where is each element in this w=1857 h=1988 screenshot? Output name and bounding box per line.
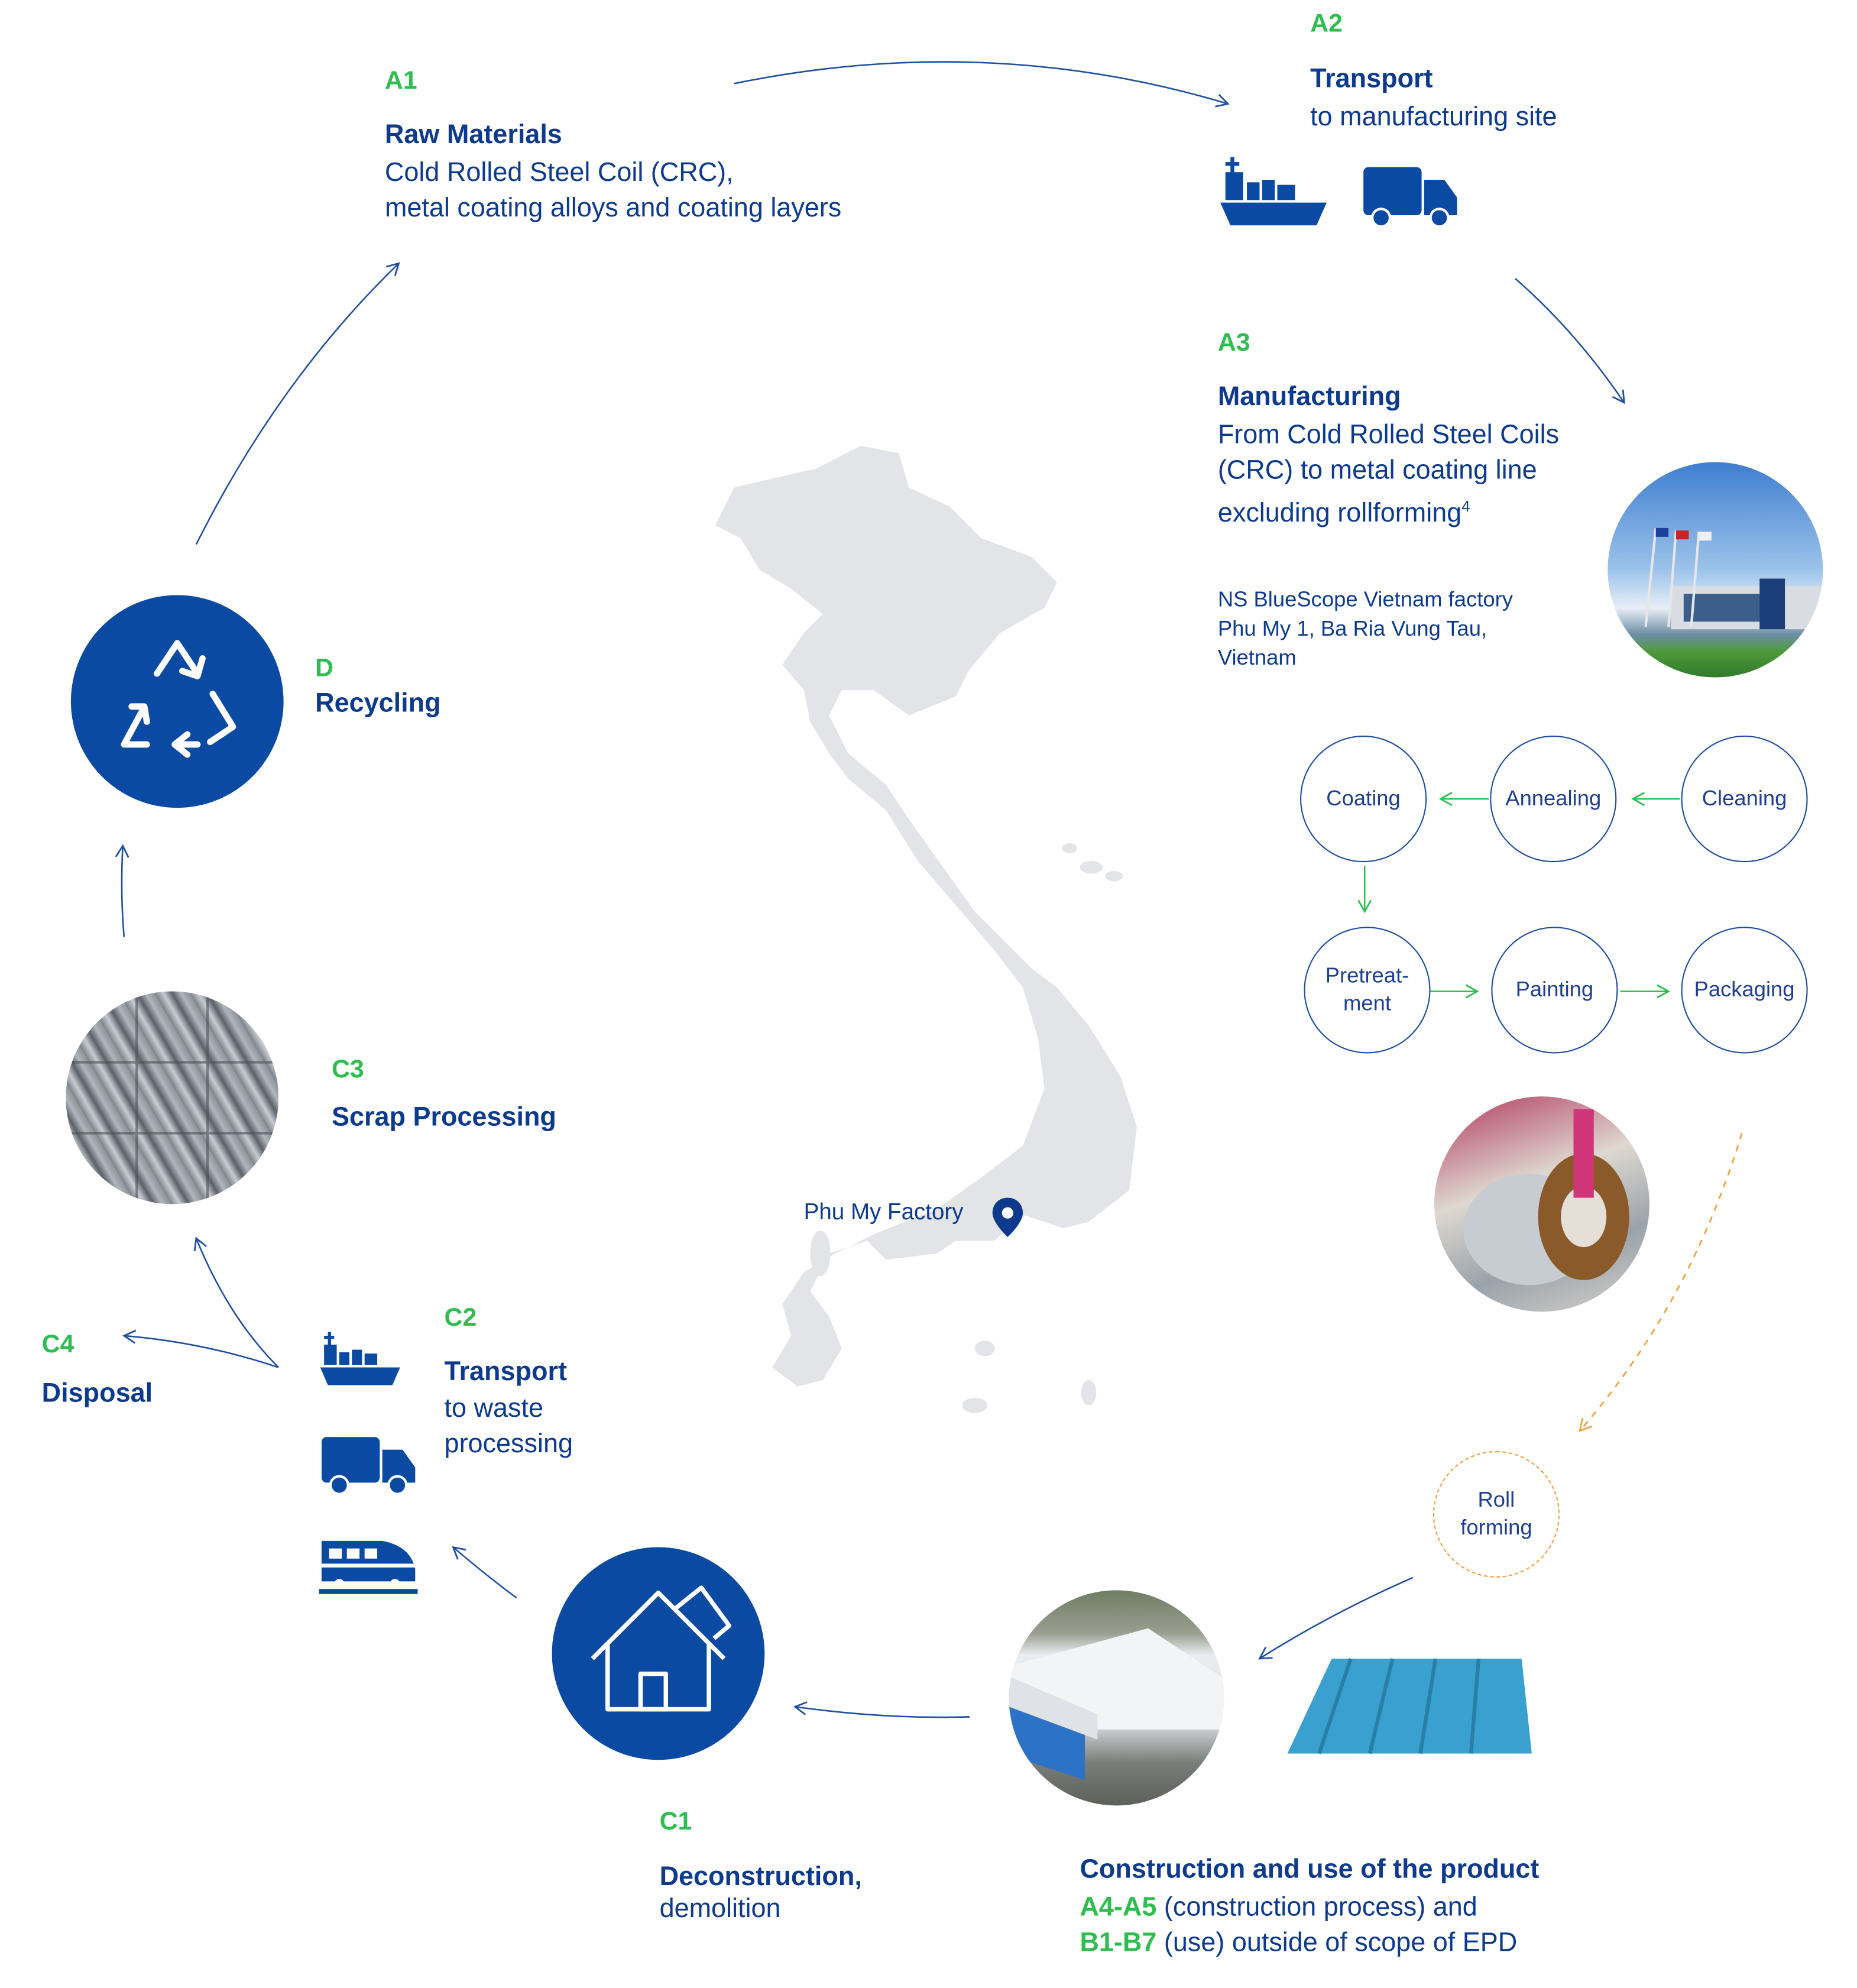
arrow-a1-to-a2 xyxy=(734,62,1228,104)
c2-code: C2 xyxy=(444,1304,477,1332)
d-code: D xyxy=(315,655,334,683)
vietnam-map xyxy=(683,430,1165,1431)
house-icon xyxy=(552,1547,765,1760)
step-annealing: Annealing xyxy=(1490,736,1616,862)
a2-line1: to manufacturing site xyxy=(1310,102,1557,132)
a1-title: Raw Materials xyxy=(384,120,562,150)
d-title: Recycling xyxy=(315,688,441,718)
a3-line3: excluding rollforming$^4$ xyxy=(1217,497,1470,528)
map-label: Phu My Factory xyxy=(803,1199,964,1225)
arrow-c3-to-d xyxy=(122,846,124,937)
arrow-c1-to-c2 xyxy=(453,1547,517,1598)
c1-line1: demolition xyxy=(659,1894,781,1924)
roofing-sheet-icon xyxy=(1281,1652,1534,1756)
c2-line1: to waste xyxy=(444,1394,544,1423)
step-painting: Painting xyxy=(1491,927,1618,1053)
step-rollforming: Roll forming xyxy=(1433,1451,1560,1578)
c3-code: C3 xyxy=(331,1055,364,1084)
step-cleaning: Cleaning xyxy=(1681,736,1808,862)
construction-title: Construction and use of the product xyxy=(1080,1854,1540,1885)
step-pretreatment: Pretreat- ment xyxy=(1304,927,1430,1053)
c2-title: Transport xyxy=(444,1357,567,1387)
a2-code: A2 xyxy=(1310,10,1343,38)
arrow-a2-to-a3 xyxy=(1515,279,1624,403)
a1-code: A1 xyxy=(384,67,417,95)
arrow-rollforming-to-construction xyxy=(1259,1578,1412,1659)
construction-line-a: A4-A5 (construction process) and xyxy=(1080,1893,1477,1922)
a3-line2: (CRC) to metal coating line xyxy=(1217,455,1537,485)
a1-line1: Cold Rolled Steel Coil (CRC), xyxy=(384,158,734,187)
c1-code: C1 xyxy=(659,1808,692,1836)
c4-title: Disposal xyxy=(41,1378,153,1409)
arrow-construction-to-c1 xyxy=(795,1707,970,1717)
truck-icon xyxy=(1363,164,1460,230)
a1-line2: metal coating alloys and coating layers xyxy=(384,193,842,223)
construction-line-b: B1-B7 (use) outside of scope of EPD xyxy=(1080,1928,1518,1958)
a3-title: Manufacturing xyxy=(1217,382,1401,412)
factory-line3: Vietnam xyxy=(1217,646,1297,670)
factory-line2: Phu My 1, Ba Ria Vung Tau, xyxy=(1217,616,1487,641)
c1-house-circle xyxy=(552,1547,765,1760)
c2-line2: processing xyxy=(444,1429,573,1459)
c1-title: Deconstruction, xyxy=(659,1862,862,1892)
ship-icon xyxy=(319,1329,403,1390)
a2-title: Transport xyxy=(1310,64,1433,94)
truck-icon xyxy=(322,1435,418,1498)
recycle-icon xyxy=(71,595,284,808)
factory-line1: NS BlueScope Vietnam factory xyxy=(1217,587,1513,612)
scrap-photo xyxy=(66,992,278,1205)
steel-coil-photo xyxy=(1434,1096,1649,1312)
a3-code: A3 xyxy=(1217,329,1250,357)
d-recycle-circle xyxy=(71,595,284,808)
c4-code: C4 xyxy=(41,1330,74,1359)
factory-photo xyxy=(1608,462,1823,678)
a3-line1: From Cold Rolled Steel Coils xyxy=(1217,420,1560,450)
step-packaging: Packaging xyxy=(1681,927,1808,1053)
c3-title: Scrap Processing xyxy=(331,1102,556,1132)
arrow-d-to-a1 xyxy=(196,263,399,544)
step-coating: Coating xyxy=(1300,736,1427,862)
map-pin-icon xyxy=(990,1195,1025,1241)
building-photo xyxy=(1009,1590,1224,1805)
train-icon xyxy=(319,1536,418,1597)
ship-icon xyxy=(1218,152,1332,231)
